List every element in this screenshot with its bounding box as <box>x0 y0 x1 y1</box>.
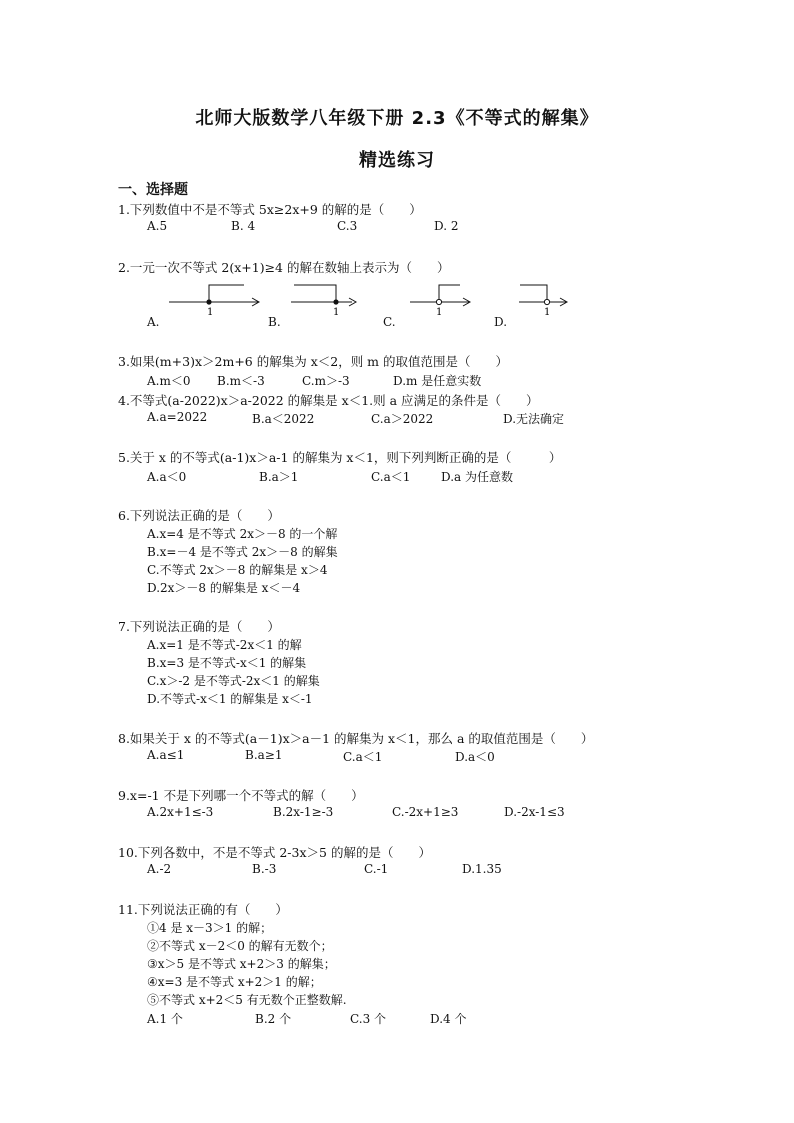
option-c: C. <box>383 315 396 329</box>
question-9-stem: 9.x=-1 不是下列哪一个不等式的解（ ） <box>118 788 364 803</box>
option-b: B.a≥1 <box>245 748 283 762</box>
question-3-stem: 3.如果(m+3)x＞2m+6 的解集为 x＜2，则 m 的取值范围是（ ） <box>118 354 508 369</box>
document-subtitle: 精选练习 <box>359 150 435 171</box>
option-d: D.无法确定 <box>503 412 565 426</box>
option-a: A.x=4 是不等式 2x＞－8 的一个解 <box>147 527 338 541</box>
option-d: D.4 个 <box>430 1012 467 1026</box>
question-6-stem: 6.下列说法正确的是（ ） <box>118 508 280 523</box>
number-line-b <box>288 282 388 322</box>
option-d: D. 2 <box>434 219 459 233</box>
question-8-stem: 8.如果关于 x 的不等式(a－1)x＞a－1 的解集为 x＜1，那么 a 的取值范围是（ ） <box>118 731 594 746</box>
option-d: D.m 是任意实数 <box>393 374 482 388</box>
option-c: C.a＜1 <box>343 750 383 764</box>
option-c: C.-1 <box>364 862 389 876</box>
option-d: D.a 为任意数 <box>441 470 513 484</box>
question-5-stem: 5.关于 x 的不等式(a-1)x＞a-1 的解集为 x＜1，则下列判断正确的是（ ） <box>118 450 562 465</box>
question-3-options <box>147 372 707 388</box>
question-10-stem: 10.下列各数中，不是不等式 2-3x＞5 的解的是（ ） <box>118 845 431 860</box>
option-d: D.1.35 <box>462 862 502 876</box>
statement-2: ②不等式 x－2＜0 的解有无数个； <box>147 939 333 953</box>
option-d: D. <box>494 315 508 329</box>
question-1-stem: 1.下列数值中不是不等式 5x≥2x+9 的解的是（ ） <box>118 202 422 217</box>
tick-label: 1 <box>333 307 340 318</box>
option-a: A.a≤1 <box>147 748 185 762</box>
option-a: A.5 <box>147 219 168 233</box>
option-a: A.m＜0 <box>147 374 191 388</box>
tick-label: 1 <box>544 307 551 318</box>
document-title: 北师大版数学八年级下册 2.3《不等式的解集》 <box>195 108 599 129</box>
option-c: C.3 <box>337 219 358 233</box>
question-11-options <box>147 1010 707 1026</box>
option-b: B.a＞1 <box>259 470 299 484</box>
option-a: A.2x+1≤-3 <box>147 805 214 819</box>
statement-1: ①4 是 x－3＞1 的解； <box>147 921 273 935</box>
option-c: C.x＞-2 是不等式-2x＜1 的解集 <box>147 674 320 688</box>
question-10-options <box>147 862 707 878</box>
question-9-options <box>147 805 707 821</box>
option-b: B.2x-1≥-3 <box>273 805 334 819</box>
closed-dot <box>206 299 211 304</box>
option-c: C.3 个 <box>350 1012 387 1026</box>
option-b: B.x=3 是不等式-x＜1 的解集 <box>147 656 307 670</box>
option-b: B.2 个 <box>255 1012 292 1026</box>
number-line-c <box>407 282 507 322</box>
option-b: B.x=－4 是不等式 2x＞－8 的解集 <box>147 545 338 559</box>
option-d: D.2x＞－8 的解集是 x＜－4 <box>147 581 301 595</box>
open-dot <box>436 299 441 304</box>
question-5-options <box>147 468 707 484</box>
option-c: C.a＞2022 <box>371 412 434 426</box>
option-a: A. <box>147 315 160 329</box>
open-dot <box>544 299 549 304</box>
option-a: A.a＜0 <box>147 470 187 484</box>
question-2-stem: 2.一元一次不等式 2(x+1)≥4 的解在数轴上表示为（ ） <box>118 260 450 275</box>
option-c: C.不等式 2x＞－8 的解集是 x＞4 <box>147 563 328 577</box>
question-8-options <box>147 748 707 764</box>
tick-label: 1 <box>436 307 443 318</box>
option-b: B.m＜-3 <box>217 374 265 388</box>
number-line-a <box>166 282 266 322</box>
closed-dot <box>333 299 338 304</box>
option-a: A.x=1 是不等式-2x＜1 的解 <box>147 638 302 652</box>
option-c: C.a＜1 <box>371 470 411 484</box>
number-line-d <box>516 282 616 322</box>
option-c: C.-2x+1≥3 <box>392 805 459 819</box>
option-c: C.m＞-3 <box>302 374 350 388</box>
section-heading: 一、选择题 <box>118 182 188 198</box>
option-b: B.a＜2022 <box>252 412 315 426</box>
question-4-options <box>147 410 707 426</box>
option-b: B.-3 <box>252 862 277 876</box>
option-d: D.-2x-1≤3 <box>504 805 565 819</box>
question-1-options <box>147 219 707 235</box>
option-d: D.a＜0 <box>455 750 495 764</box>
option-a: A.-2 <box>147 862 172 876</box>
tick-label: 1 <box>207 307 214 318</box>
option-a: A.1 个 <box>147 1012 183 1026</box>
question-4-stem: 4.不等式(a-2022)x＞a-2022 的解集是 x＜1.则 a 应满足的条件是（ ） <box>118 393 539 408</box>
question-11-stem: 11.下列说法正确的有（ ） <box>118 902 288 917</box>
option-b: B. 4 <box>231 219 256 233</box>
question-7-stem: 7.下列说法正确的是（ ） <box>118 619 280 634</box>
statement-5: ⑤不等式 x+2＜5 有无数个正整数解. <box>147 993 347 1007</box>
option-d: D.不等式-x＜1 的解集是 x＜-1 <box>147 692 313 706</box>
option-a: A.a=2022 <box>147 410 208 424</box>
statement-4: ④x=3 是不等式 x+2＞1 的解； <box>147 975 322 989</box>
statement-3: ③x＞5 是不等式 x+2＞3 的解集； <box>147 957 336 971</box>
option-b: B. <box>268 315 281 329</box>
